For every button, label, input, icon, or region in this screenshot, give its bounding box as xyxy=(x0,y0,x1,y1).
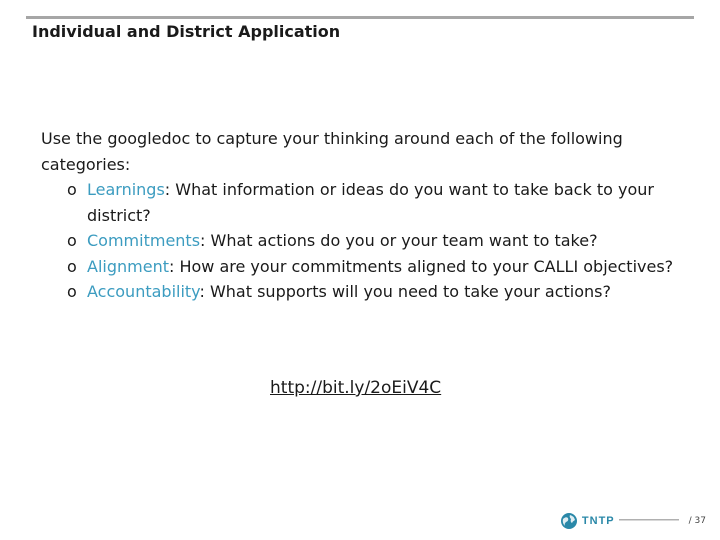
list-item-accountability xyxy=(41,279,681,305)
category-list xyxy=(41,177,681,305)
slide-body xyxy=(41,126,681,305)
footer xyxy=(560,510,706,532)
list-item-learnings xyxy=(41,177,681,228)
bullet-marker: o xyxy=(67,231,77,250)
term-learnings: Learnings xyxy=(87,180,165,199)
logo-wordmark: TNTP xyxy=(581,515,615,527)
item-text: : What actions do you or your team want to take? xyxy=(200,231,598,250)
googledoc-link[interactable]: http://bit.ly/2oEiV4C xyxy=(270,378,442,398)
term-accountability: Accountability xyxy=(87,282,200,301)
bullet-marker: o xyxy=(67,282,77,301)
item-text: : What information or ideas do you want to take back to your district? xyxy=(87,180,654,225)
logo-tagline xyxy=(619,517,681,525)
title-divider xyxy=(26,16,694,19)
list-item-alignment xyxy=(41,254,681,280)
bullet-marker: o xyxy=(67,180,77,199)
globe-icon xyxy=(560,512,578,530)
list-item-commitments xyxy=(41,228,681,254)
term-alignment: Alignment xyxy=(87,256,169,276)
bullet-marker: o xyxy=(67,256,77,276)
intro-text: Use the googledoc to capture your thinking around each of the following categories: xyxy=(41,129,623,174)
slide-title: Individual and District Application xyxy=(32,22,341,41)
item-text: : What supports will you need to take your actions? xyxy=(199,282,611,301)
item-text: : How are your commitments aligned to your CALLI objectives? xyxy=(168,256,674,276)
page-number: / 37 xyxy=(688,516,706,526)
term-commitments: Commitments xyxy=(87,231,201,250)
